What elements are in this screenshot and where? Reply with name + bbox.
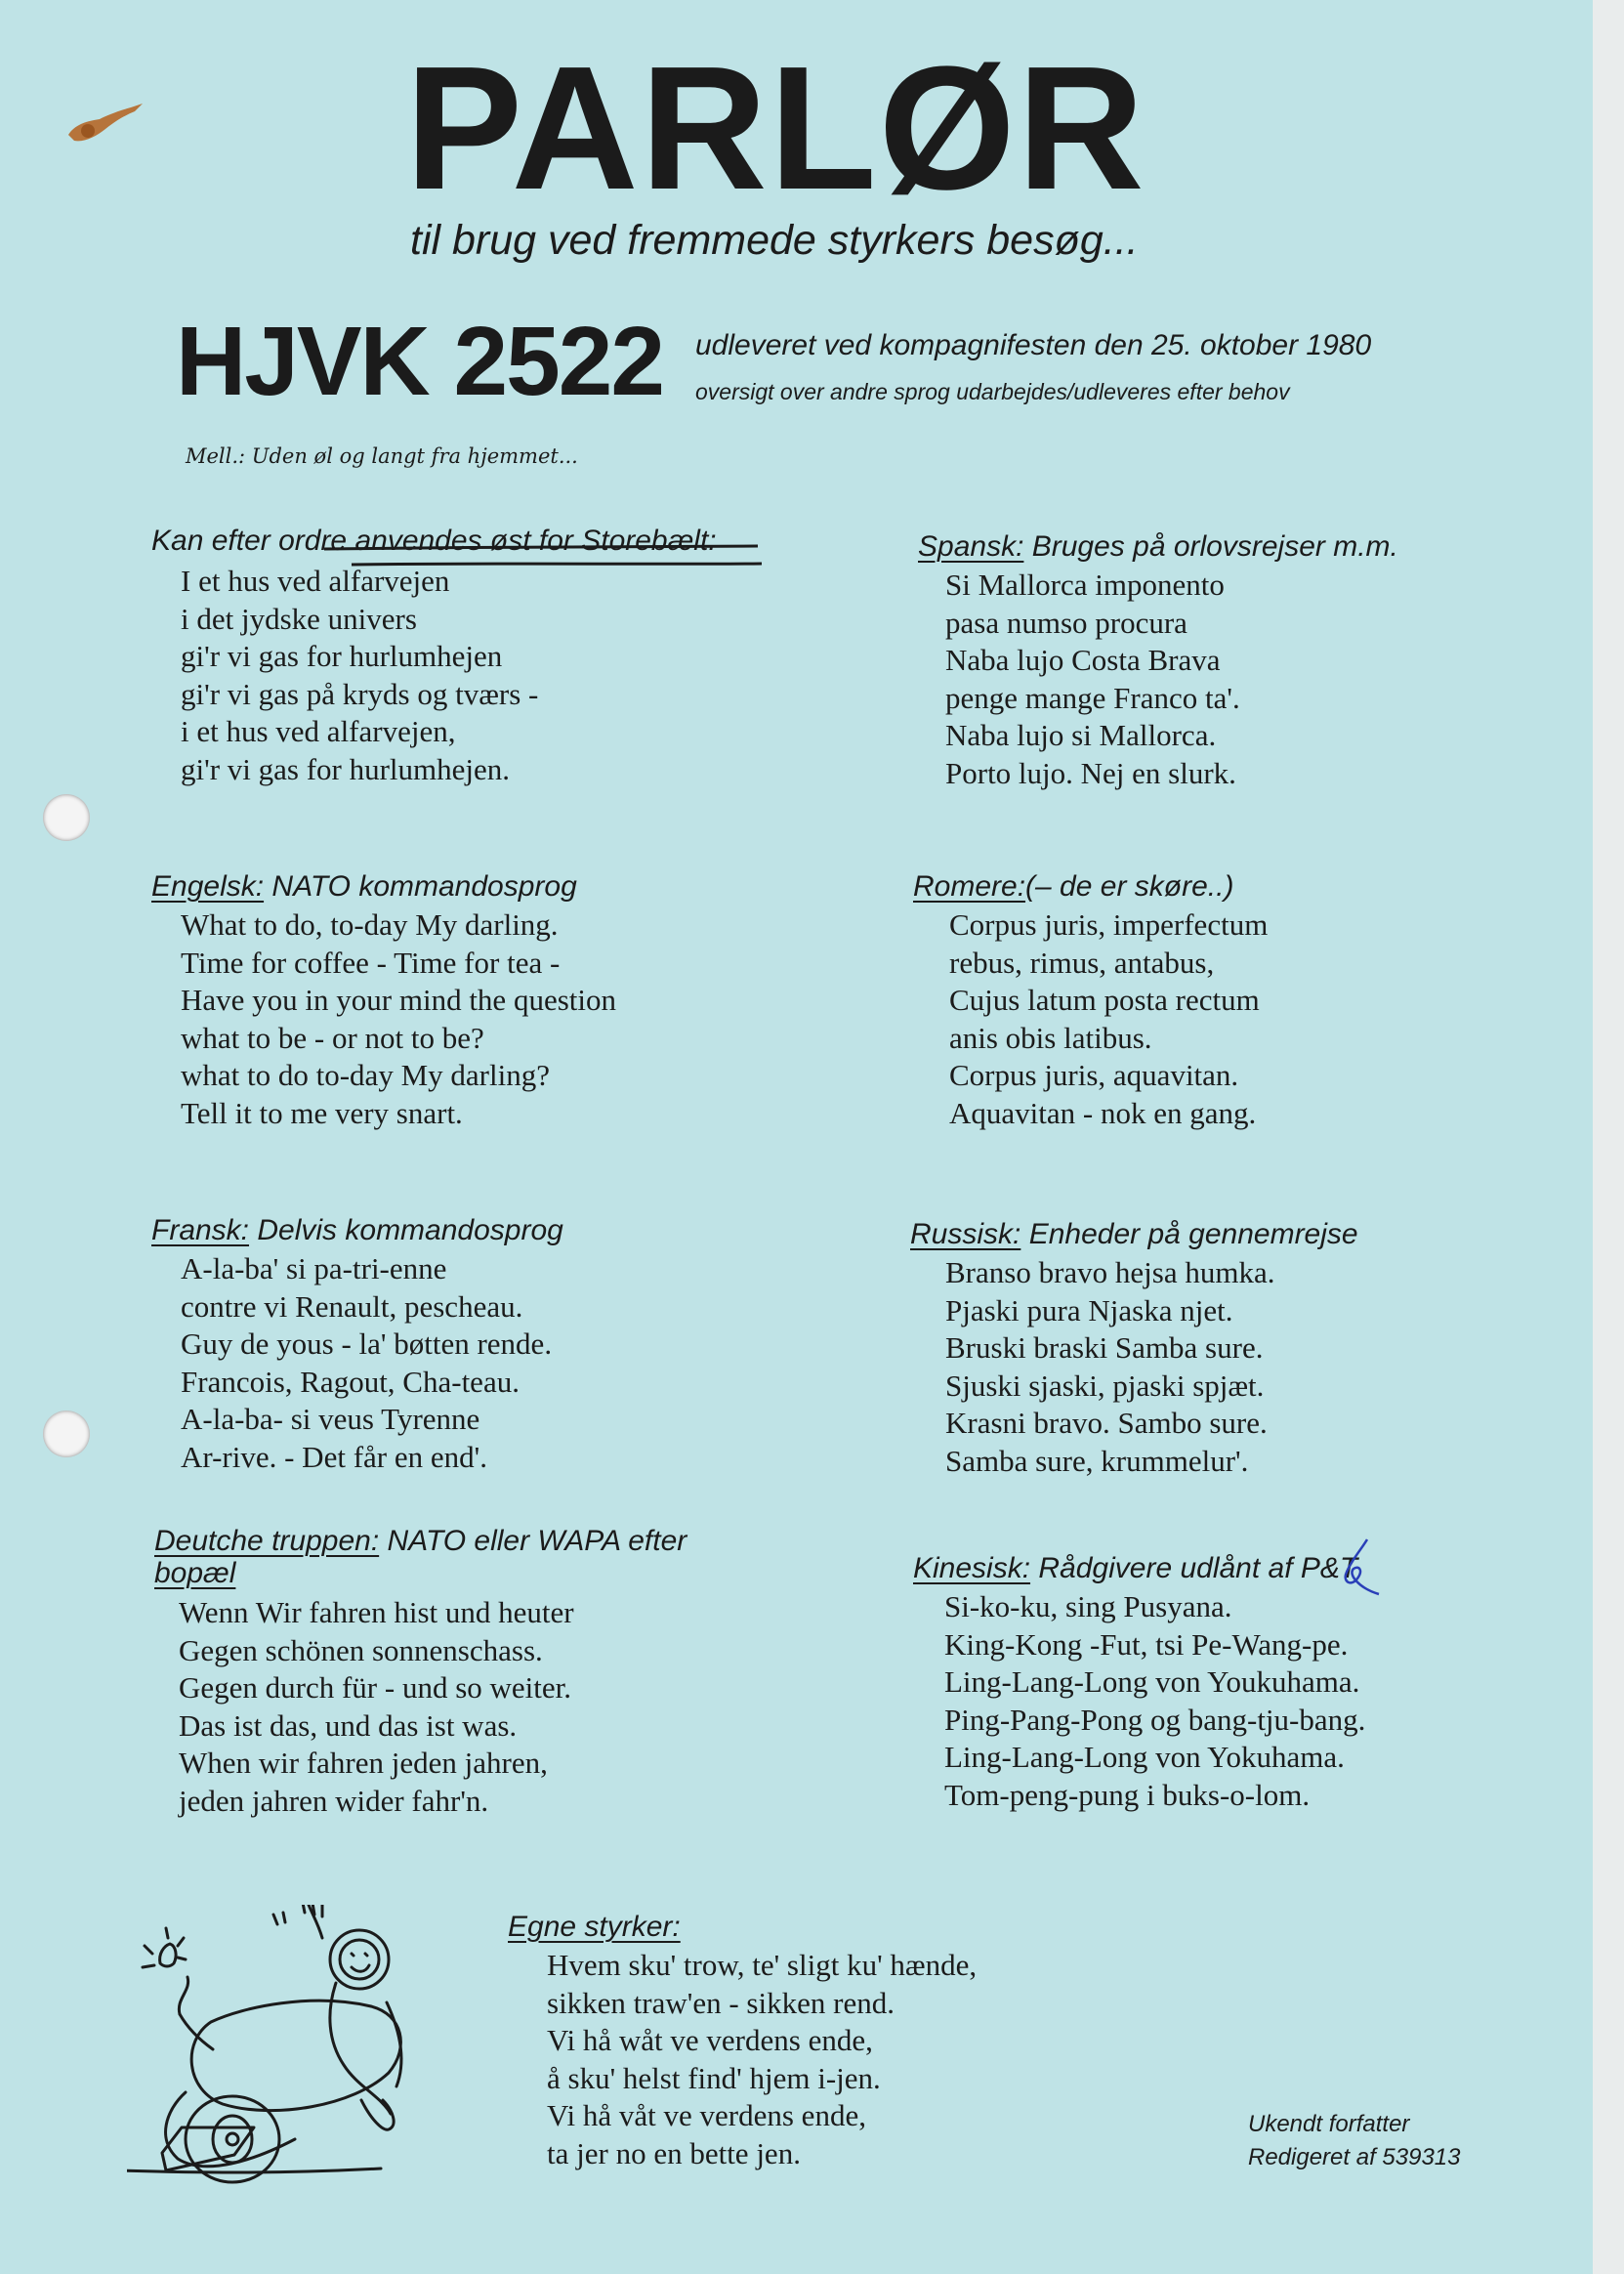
author-credit: Ukendt forfatter	[1248, 2111, 1410, 2137]
verse	[547, 1947, 977, 2173]
verse-line: Tell it to me very snart.	[181, 1095, 463, 1130]
language-label: Engelsk:	[151, 870, 265, 903]
verse-line: å sku' helst find' hjem i-jen.	[547, 2060, 881, 2095]
issue-note: udleveret ved kompagnifesten den 25. oktober 1980	[695, 329, 1372, 361]
verse-line: Naba lujo Costa Brava	[945, 643, 1221, 678]
section-english	[151, 869, 616, 1133]
verse-line: gi'r vi gas for hurlumhejen.	[181, 751, 511, 786]
verse-line: Naba lujo si Mallorca.	[945, 718, 1217, 753]
verse-line: Si-ko-ku, sing Pusyana.	[944, 1589, 1232, 1623]
section-heading	[910, 1217, 1358, 1252]
editor-credit: Redigeret af 539313	[1248, 2144, 1461, 2170]
melody-note: Mell.: Uden øl og langt fra hjemmet...	[186, 444, 578, 468]
verse-line: what to do to-day My darling?	[181, 1058, 550, 1093]
verse-line: Si Mallorca imponento	[945, 568, 1225, 602]
verse-line: Samba sure, krummelur'.	[945, 1443, 1249, 1478]
verse-line: Guy de yous - la' bøtten rende.	[181, 1326, 553, 1362]
verse-line: Gegen schönen sonnenschass.	[179, 1632, 543, 1667]
verse-line: Branso bravo hejsa humka.	[945, 1255, 1275, 1289]
verse-line: i et hus ved alfarvejen,	[181, 714, 456, 749]
language-note: Rådgivere udlånt af P&T	[1030, 1552, 1358, 1584]
verse-line: i det jydske univers	[181, 601, 417, 636]
verse-line: King-Kong -Fut, tsi Pe-Wang-pe.	[944, 1626, 1349, 1662]
language-label: Deutche truppen:	[154, 1525, 380, 1557]
cannon-soldier-illustration	[127, 1905, 498, 2188]
verse-line: sikken traw'en - sikken rend.	[547, 1985, 895, 2020]
section-heading	[918, 529, 1398, 565]
language-note: (– de er skøre..)	[1025, 870, 1234, 903]
verse-line: Vi hå wåt ve verdens ende,	[547, 2023, 873, 2058]
verse-line: Corpus juris, aquavitan.	[949, 1058, 1239, 1093]
binder-hole-icon	[43, 1411, 90, 1457]
verse-line: penge mange Franco ta'.	[945, 680, 1240, 715]
verse-line: gi'r vi gas for hurlumhejen	[181, 639, 503, 674]
verse-line: When wir fahren jeden jahren,	[179, 1746, 548, 1781]
verse-line: Corpus juris, imperfectum	[949, 907, 1269, 942]
languages-note: oversigt over andre sprog udarbejdes/udleveres efter behov	[695, 379, 1290, 404]
language-label: Russisk:	[910, 1218, 1021, 1250]
underline-mark	[322, 543, 791, 568]
verse-line: Ling-Lang-Long von Youkuhama.	[944, 1664, 1360, 1700]
verse-line: gi'r vi gas på kryds og tværs -	[181, 676, 539, 711]
section-heading	[154, 1524, 687, 1559]
section-romans	[913, 869, 1268, 1133]
language-label: Spansk:	[918, 530, 1024, 563]
language-label: Romere:	[913, 870, 1026, 903]
verse	[949, 906, 1268, 1133]
verse	[181, 1250, 563, 1477]
verse-line: jeden jahren wider fahr'n.	[179, 1783, 489, 1818]
verse-line: Hvem sku' trow, te' sligt ku' hænde,	[547, 1948, 978, 1982]
verse-line: Ar-rive. - Det får en end'.	[181, 1439, 487, 1474]
verse-line: Wenn Wir fahren hist und heuter	[179, 1595, 574, 1629]
language-note: Delvis kommandosprog	[249, 1214, 563, 1246]
verse	[179, 1594, 687, 1821]
section-heading	[913, 1551, 1365, 1586]
verse-line: what to be - or not to be?	[181, 1020, 484, 1055]
verse	[944, 1588, 1365, 1815]
section-own-forces	[508, 1910, 977, 2173]
verse-line: Vi hå våt ve verdens ende,	[547, 2098, 866, 2133]
verse-line: What to do, to-day My darling.	[181, 907, 559, 942]
verse-line: Das ist das, und das ist was.	[179, 1707, 518, 1743]
section-heading-continued	[154, 1559, 687, 1588]
language-note: NATO kommandosprog	[264, 870, 577, 903]
language-label: Egne styrker:	[508, 1911, 681, 1943]
binder-hole-icon	[43, 794, 90, 841]
verse-line: Sjuski sjaski, pjaski spjæt.	[945, 1368, 1265, 1403]
verse	[181, 906, 616, 1133]
language-note: NATO eller WAPA efter	[379, 1525, 687, 1557]
section-heading	[508, 1910, 977, 1945]
verse-line: Porto lujo. Nej en slurk.	[945, 755, 1236, 790]
page-title: PARLØR	[405, 30, 1146, 227]
page-subtitle: til brug ved fremmede styrkers besøg...	[410, 217, 1139, 264]
section-russian	[910, 1217, 1358, 1481]
language-note: Enheder på gennemrejse	[1020, 1218, 1358, 1250]
verse-line: Have you in your mind the question	[181, 983, 616, 1018]
verse-line: anis obis latibus.	[949, 1020, 1152, 1055]
verse-line: I et hus ved alfarvejen	[181, 564, 450, 598]
language-note: Bruges på orlovsrejser m.m.	[1023, 530, 1398, 563]
section-heading: Kan efter ordre anvendes øst for Storebælt:	[151, 525, 717, 557]
coffee-stain-icon	[66, 100, 145, 143]
verse-line: Ping-Pang-Pong og bang-tju-bang.	[944, 1702, 1366, 1737]
verse-line: ta jer no en bette jen.	[547, 2135, 801, 2170]
language-label: Fransk:	[151, 1214, 250, 1246]
language-label: bopæl	[154, 1557, 236, 1589]
verse-line: pasa numso procura	[945, 605, 1187, 640]
verse-line: Bruski braski Samba sure.	[945, 1330, 1264, 1366]
section-chinese	[913, 1551, 1365, 1815]
verse-line: Ling-Lang-Long von Yokuhama.	[944, 1740, 1345, 1775]
verse	[945, 1254, 1358, 1481]
section-french	[151, 1213, 563, 1477]
verse-line: Francois, Ragout, Cha-teau.	[181, 1364, 520, 1399]
verse-line: contre vi Renault, pescheau.	[181, 1288, 523, 1324]
verse-line: Time for coffee - Time for tea -	[181, 945, 561, 980]
verse	[945, 567, 1398, 793]
verse	[181, 563, 717, 789]
verse-line: Gegen durch für - und so weiter.	[179, 1670, 572, 1706]
section-spanish	[918, 529, 1398, 793]
verse-line: Tom-peng-pung i buks-o-lom.	[944, 1777, 1311, 1812]
section-heading	[913, 869, 1268, 905]
unit-code: HJVK 2522	[176, 307, 663, 416]
verse-line: A-la-ba' si pa-tri-enne	[181, 1251, 447, 1285]
pen-correction-mark	[1338, 1536, 1387, 1598]
verse-line: rebus, rimus, antabus,	[949, 945, 1215, 980]
verse-line: Pjaski pura Njaska njet.	[945, 1292, 1233, 1327]
verse-line: A-la-ba- si veus Tyrenne	[181, 1402, 480, 1437]
verse-line: Krasni bravo. Sambo sure.	[945, 1406, 1268, 1441]
section-heading	[151, 1213, 563, 1248]
language-label: Kinesisk:	[913, 1552, 1031, 1584]
section-german	[154, 1524, 687, 1821]
section-heading	[151, 869, 616, 905]
credits	[1248, 2108, 1461, 2174]
verse-line: Aquavitan - nok en gang.	[949, 1095, 1257, 1130]
verse-line: Cujus latum posta rectum	[949, 983, 1260, 1018]
